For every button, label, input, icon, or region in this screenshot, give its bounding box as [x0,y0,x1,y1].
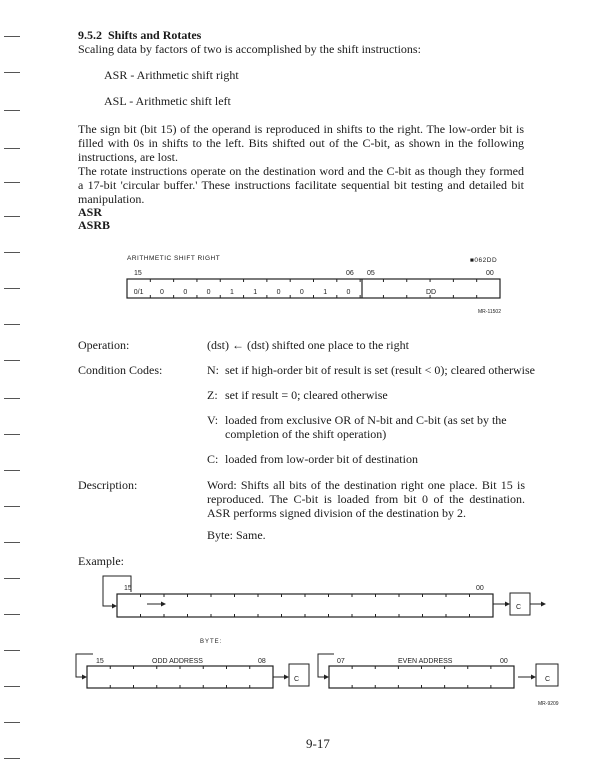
flag-text: set if high-order bit of result is set (result < 0); cleared otherwise [225,363,536,377]
bit-value: 0 [299,289,304,296]
mnemonic: ASRB [78,218,111,232]
figure-id: MR-11502 [478,309,501,315]
bit-label: 07 [337,658,345,665]
bit-value: 1 [253,289,258,296]
section-title: Shifts and Rotates [108,28,202,42]
arrow-head-icon [82,675,87,680]
dd-field: DD [426,289,437,296]
register-box [329,666,514,688]
arrow-head-icon [531,675,536,680]
bit-value: 0 [206,289,211,296]
arrow-head-icon [541,602,546,607]
bit-label: 00 [486,270,494,277]
bit-value: 0 [276,289,281,296]
description-word: Word: Shifts all bits of the destination right one place. Bit 15 is reproduced. The C-bit is loaded from bit 0 of the destination. ASR performs signed division of the destination by 2. [207,478,525,520]
opcode: ■062DD [470,257,498,264]
flag-text: loaded from low-order bit of destination [225,452,418,466]
arrow-head-icon [161,602,166,607]
operation-value: (dst) ← (dst) shifted one place to the right [207,338,409,352]
shift-item: ASL - Arithmetic shift left [104,94,231,108]
bit-value: 0 [346,289,351,296]
flag-text: loaded from exclusive OR of N-bit and C-bit (as set by the completion of the shift operation) [225,413,507,441]
example-label: Example: [78,554,124,568]
bit-label: 15 [96,658,104,665]
c-bit-label: C [545,676,551,683]
bit-label: 15 [124,585,132,592]
bit-label: 00 [500,658,508,665]
paragraph: The rotate instructions operate on the destination word and the C-bit as though they formed a 17-bit 'circular buffer.' These instructions facilitate sequential bit testing and detailed bit manipulation. [78,164,524,206]
flag: N: [207,363,219,377]
c-bit-label: C [294,676,300,683]
figure-id: MR-9209 [538,701,559,707]
description-byte: Byte: Same. [207,528,266,542]
flag-text: set if result = 0; cleared otherwise [225,388,388,402]
page-number: 9-17 [306,736,330,751]
paragraph: The sign bit (bit 15) of the operand is reproduced in shifts to the right. The low-order bit is filled with 0s in shifts to the left. Bits shifted out of the C-bit, as shown in the following instructions, are lost. [78,122,524,164]
arrow-head-icon [284,675,289,680]
register-box [117,594,493,617]
bit-value: 1 [229,289,234,296]
arrow-head-icon [505,602,510,607]
bit-value: 0/1 [133,289,144,296]
odd-address-label: ODD ADDRESS [152,658,203,665]
register-box [87,666,273,688]
condition-codes-label: Condition Codes: [78,363,163,377]
shift-item: ASR - Arithmetic shift right [104,68,239,82]
flag: V: [207,413,219,427]
c-bit-label: C [516,604,522,611]
arrow-head-icon [324,675,329,680]
format-title: ARITHMETIC SHIFT RIGHT [127,255,221,262]
operation-label: Operation: [78,338,130,352]
bit-value: 1 [323,289,328,296]
bit-label: 15 [134,270,142,277]
flag: Z: [207,388,218,402]
byte-label: BYTE: [200,639,223,645]
bit-value: 0 [160,289,164,296]
flag: C: [207,452,219,466]
even-address-label: EVEN ADDRESS [398,658,453,665]
bit-label: 05 [367,270,375,277]
intro-text: Scaling data by factors of two is accomplished by the shift instructions: [78,42,421,56]
mnemonic: ASR [78,205,103,219]
bit-label: 06 [346,270,354,277]
bit-label: 08 [258,658,266,665]
arrow-head-icon [112,604,117,609]
bit-label: 00 [476,585,484,592]
section-number: 9.5.2 [78,28,102,42]
bit-value: 0 [183,289,188,296]
description-label: Description: [78,478,138,492]
